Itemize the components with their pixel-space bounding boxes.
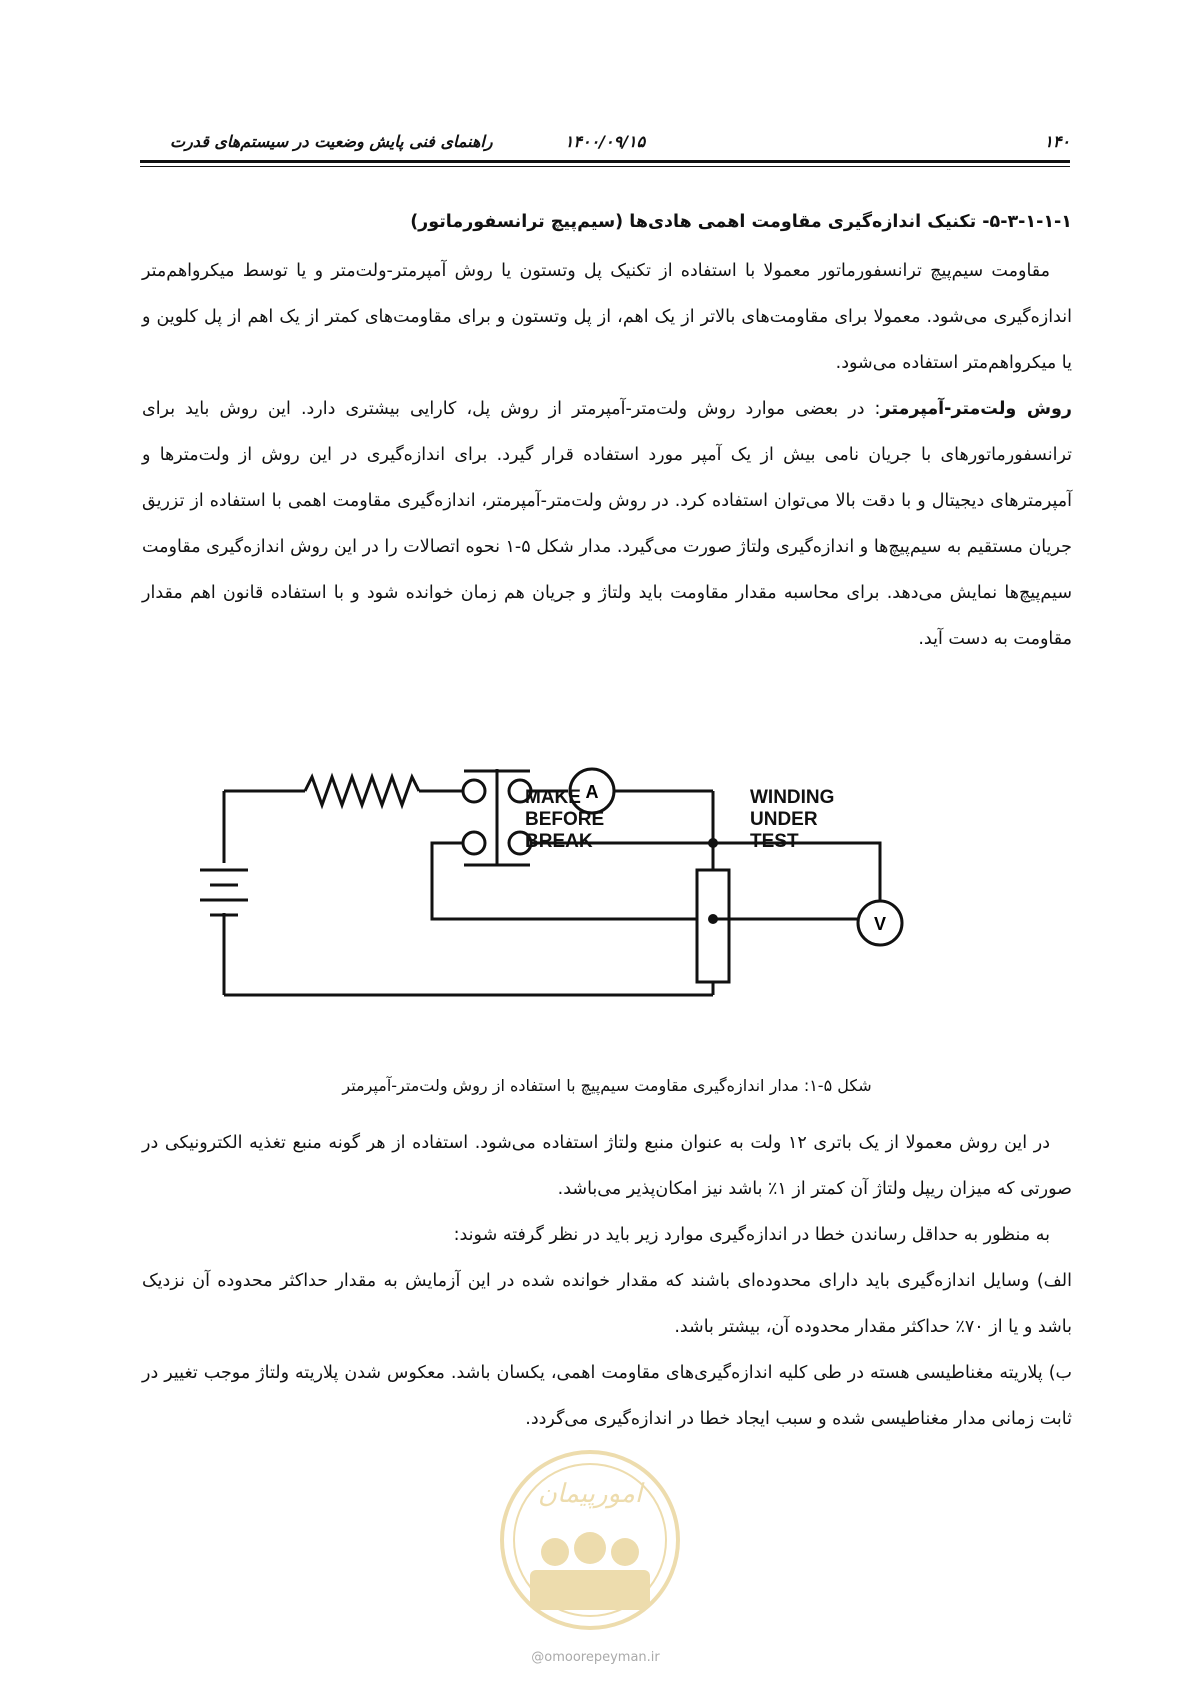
paragraph-bold-lead: روش ولت‌متر-آمپرمتر	[880, 399, 1072, 419]
voltmeter-label: V	[873, 914, 887, 934]
junction-top	[708, 838, 718, 848]
section-heading: ۵-۳-۱-۱-۱- تکنیک اندازه‌گیری مقاومت اهمی هادی‌ها (سیم‌پیچ ترانسفورماتور)	[410, 212, 1072, 232]
series-resistor	[305, 777, 419, 805]
switch-label-line-2: BEFORE	[525, 809, 605, 830]
header-rule-thin	[140, 166, 1070, 167]
watermark-logo	[490, 1430, 690, 1650]
switch-label-line-3: BREAK	[525, 831, 593, 852]
winding-label-line-3: TEST	[750, 831, 799, 852]
switch-label-line-1: MAKE	[525, 787, 581, 808]
header-rule-thick	[140, 160, 1070, 163]
figure-caption: شکل ۵-۱: مدار اندازه‌گیری مقاومت سیم‌پیچ با استفاده از روش ولت‌متر-آمپرمتر	[342, 1076, 872, 1095]
paragraph-voltmeter-ammeter	[142, 386, 1072, 662]
circuit-diagram	[200, 705, 960, 1055]
watermark-logo-text: امورپیمان	[537, 1479, 643, 1509]
page-header	[140, 130, 1070, 160]
winding-label-line-1: WINDING	[750, 787, 835, 808]
watermark-url: @omoorepeyman.ir	[531, 1650, 660, 1665]
battery	[200, 863, 248, 915]
paragraph-body: : در بعضی موارد روش ولت‌متر-آمپرمتر از روش پل، کارایی بیشتری دارد. این روش باید برای ترانسفورماتورهای با جریان نامی بیش از یک آمپر مورد استفاده قرار گیرد. برای اندازه‌گیری در این روش از ولت‌مترها و آمپرمترهای دیجیتال و با دقت بالا می‌توان استفاده کرد. در روش ولت‌متر-آمپرمتر، اندازه‌گیری مقاومت اهمی با استفاده از تزریق جریان مستقیم به سیم‌پیچ‌ها و اندازه‌گیری ولتاژ صورت می‌گیرد. مدار شکل ۵-۱ نحوه اتصالات را در این روش اندازه‌گیری مقاومت سیم‌پیچ‌ها نمایش می‌دهد. برای محاسبه مقدار مقاومت باید ولتاژ و جریان هم زمان خوانده شود و با استفاده قانون اهم مقدار مقاومت به دست آید.	[142, 399, 1072, 649]
winding-under-test	[697, 870, 729, 982]
junction-bottom	[708, 914, 718, 924]
winding-label-line-2: UNDER	[750, 809, 818, 830]
paragraph-item-b: ب) پلاریته مغناطیسی هسته در طی کلیه اندازه‌گیری‌های مقاومت اهمی، یکسان باشد. معکوس شدن پلاریته ولتاژ موجب تغییر در ثابت زمانی مدار مغناطیسی شده و سبب ایجاد خطا در اندازه‌گیری می‌گردد.	[142, 1363, 1072, 1429]
header-date: ۱۴۰۰/۰۹/۱۵	[564, 132, 646, 151]
page-number: ۱۴۰	[1044, 132, 1070, 151]
paragraph-battery: در این روش معمولا از یک باتری ۱۲ ولت به عنوان منبع ولتاژ استفاده می‌شود. استفاده از هر گونه منبع تغذیه الکترونیکی در صورتی که میزان ریپل ولتاژ آن کمتر از ۱٪ باشد نیز امکان‌پذیر می‌باشد.	[142, 1133, 1072, 1199]
paragraph-item-a: الف) وسایل اندازه‌گیری باید دارای محدوده‌ای باشند که مقدار خوانده شده در این آزمایش به مقدار حداکثر محدوده آن نزدیک باشد و یا از ۷۰٪ حداکثر مقدار محدوده آن، بیشتر باشد.	[142, 1271, 1072, 1337]
paragraph-intro: مقاومت سیم‌پیچ ترانسفورماتور معمولا با استفاده از تکنیک پل وتستون یا روش آمپرمتر-ولت‌متر و یا توسط میکرواهم‌متر اندازه‌گیری می‌شود. معمولا برای مقاومت‌های بالاتر از یک اهم، از پل وتستون و برای مقاومت‌های کمتر از یک اهم از پل کلوین و یا میکرواهم‌متر استفاده می‌شود.	[142, 261, 1072, 373]
ammeter-label: A	[585, 782, 599, 802]
header-title: راهنمای فنی پایش وضعیت در سیستم‌های قدرت	[170, 132, 493, 151]
paragraph-error-intro: به منظور به حداقل رساندن خطا در اندازه‌گیری موارد زیر باید در نظر گرفته شوند:	[453, 1225, 1050, 1245]
